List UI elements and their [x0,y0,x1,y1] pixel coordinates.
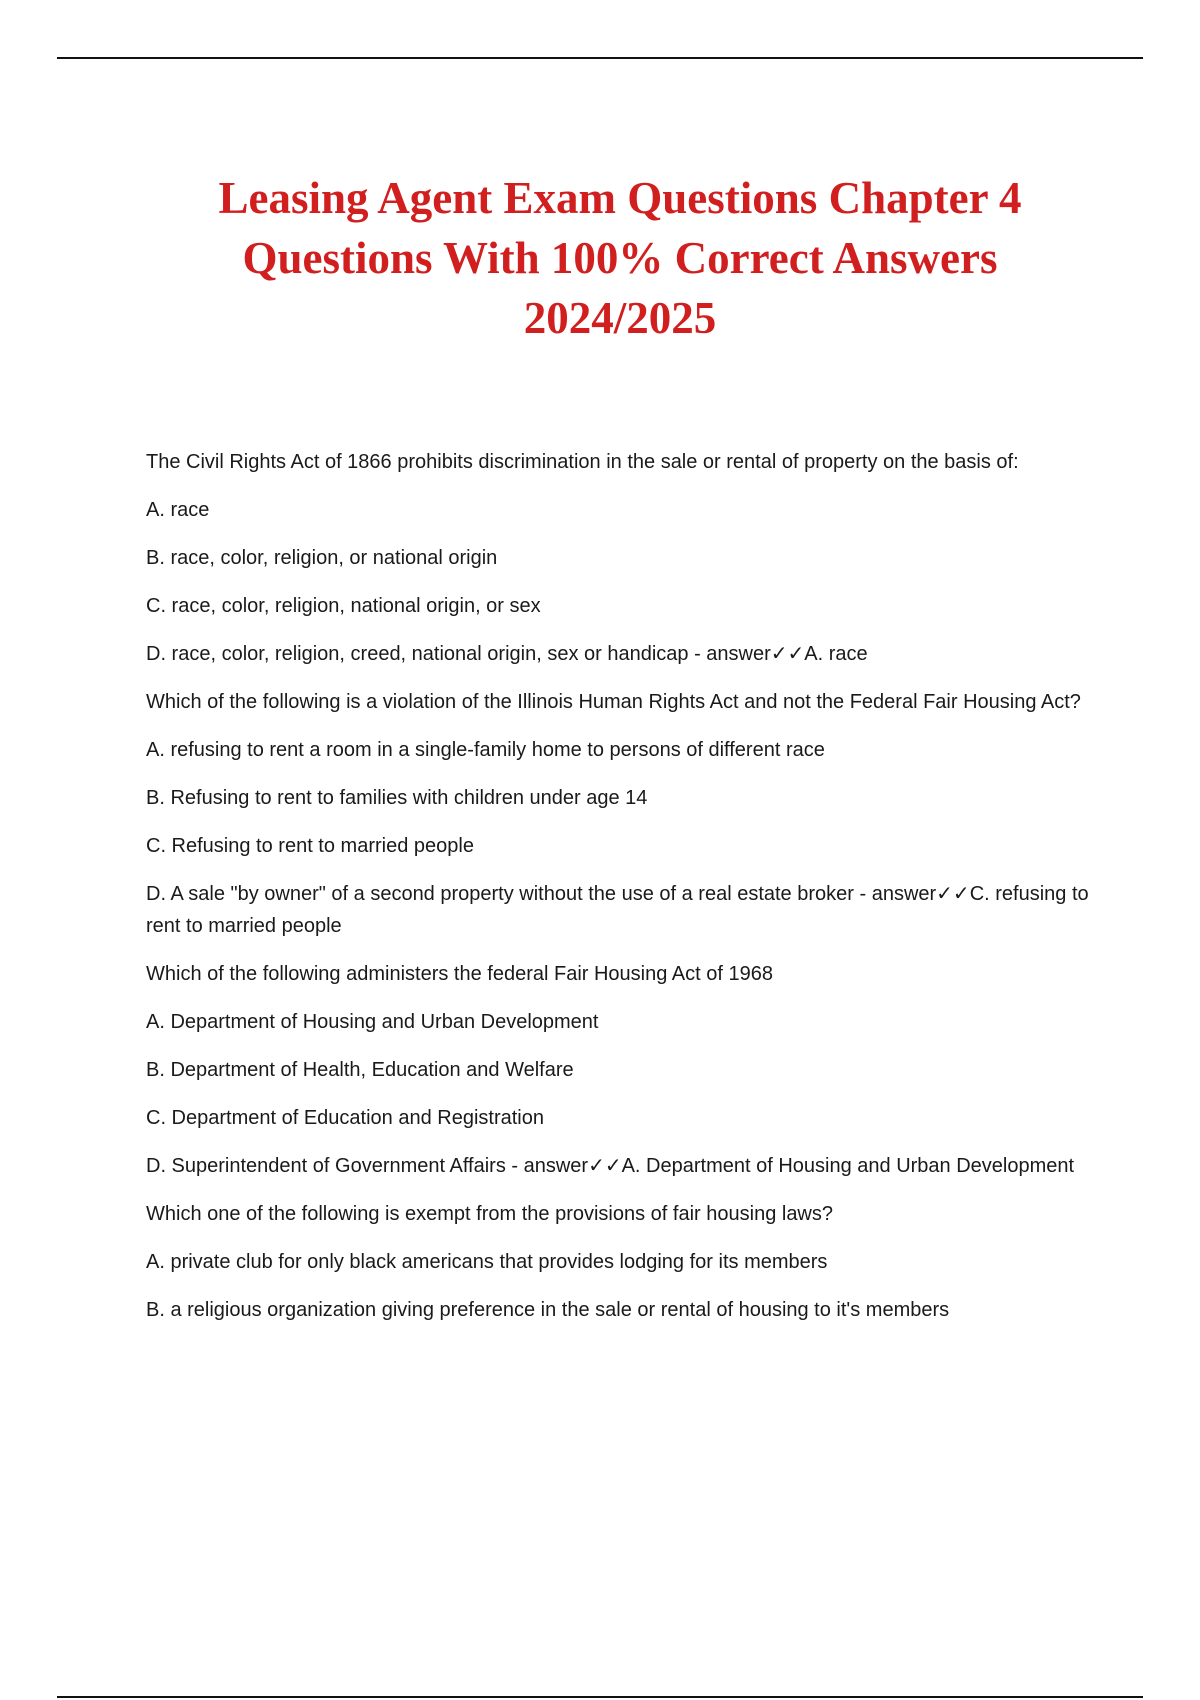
question-1-option-b: B. race, color, religion, or national origin [146,547,498,569]
page-title [100,168,1140,348]
question-3-option-a: A. Department of Housing and Urban Development [146,1011,599,1033]
question-3-option-d-answer: D. Superintendent of Government Affairs - answer✓✓A. Department of Housing and Urban Development [146,1155,1075,1177]
question-2-option-c: C. Refusing to rent to married people [146,835,474,857]
question-1-text: The Civil Rights Act of 1866 prohibits discrimination in the sale or rental of property on the basis of: [146,451,1019,473]
question-3-option-b: B. Department of Health, Education and Welfare [146,1059,574,1081]
question-1-option-d-answer: D. race, color, religion, creed, national origin, sex or handicap - answer✓✓A. race [146,643,868,665]
question-4-text: Which one of the following is exempt from the provisions of fair housing laws? [146,1203,834,1225]
question-2-text: Which of the following is a violation of the Illinois Human Rights Act and not the Federal Fair Housing Act? [146,691,1081,713]
question-1-option-c: C. race, color, religion, national origin, or sex [146,595,541,617]
question-list [146,446,1096,1342]
bottom-rule [57,1696,1143,1698]
question-2-option-d-answer: D. A sale "by owner" of a second property without the use of a real estate broker - answer✓✓C. refusing to rent to married people [146,883,1089,937]
question-3-option-c: C. Department of Education and Registration [146,1107,544,1129]
title-line-2: Questions With 100% Correct Answers [242,233,998,283]
question-2-option-b: B. Refusing to rent to families with children under age 14 [146,787,648,809]
title-line-3: 2024/2025 [523,293,717,343]
question-4-option-b: B. a religious organization giving preference in the sale or rental of housing to it's members [146,1299,950,1321]
question-2-option-a: A. refusing to rent a room in a single-family home to persons of different race [146,739,825,761]
top-rule [57,57,1143,59]
title-line-1: Leasing Agent Exam Questions Chapter 4 [218,173,1022,223]
question-3-text: Which of the following administers the federal Fair Housing Act of 1968 [146,963,773,985]
question-1-option-a: A. race [146,499,210,521]
question-4-option-a: A. private club for only black americans that provides lodging for its members [146,1251,828,1273]
